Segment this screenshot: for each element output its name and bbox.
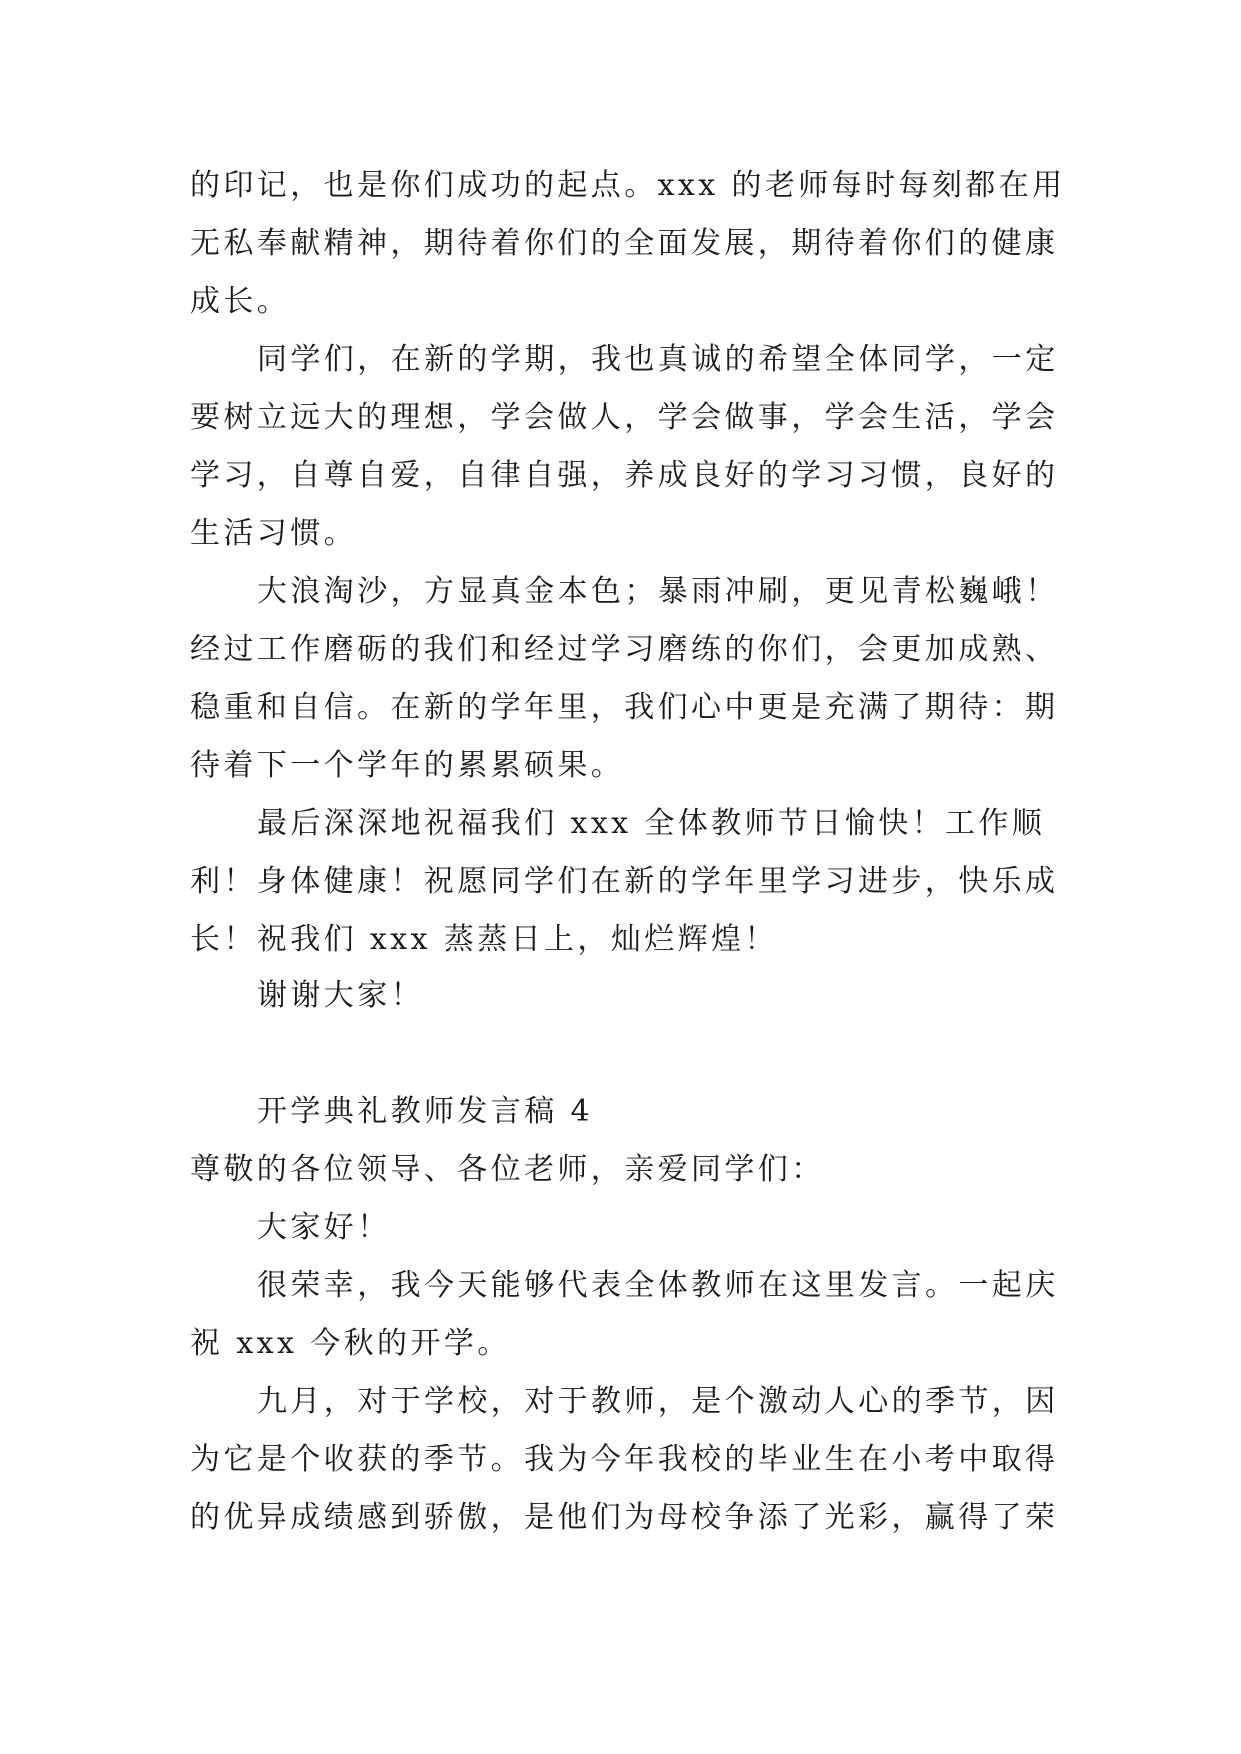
paragraph-start-line: 最后深深地祝福我们 xxx 全体教师节日愉快！工作顺	[257, 806, 1046, 841]
text-line: 无私奉献精神，期待着你们的全面发展，期待着你们的健康	[190, 226, 1059, 261]
paragraph-start-line: 很荣幸，我今天能够代表全体教师在这里发言。一起庆	[257, 1268, 1059, 1303]
paragraph-start-line: 大浪淘沙，方显真金本色；暴雨冲刷，更见青松巍峨！	[257, 574, 1059, 609]
text-line: 要树立远大的理想，学会做人，学会做事，学会生活，学会	[190, 400, 1059, 435]
text-line: 待着下一个学年的累累硕果。	[190, 748, 625, 783]
text-line: 长！祝我们 xxx 蒸蒸日上，灿烂辉煌！	[190, 922, 778, 957]
greeting-line: 大家好！	[257, 1210, 391, 1245]
section-title: 开学典礼教师发言稿 4	[257, 1094, 594, 1129]
salutation-line: 尊敬的各位领导、各位老师，亲爱同学们：	[190, 1152, 825, 1187]
text-line: 稳重和自信。在新的学年里，我们心中更是充满了期待：期	[190, 690, 1059, 725]
text-line: 祝 xxx 今秋的开学。	[190, 1326, 511, 1361]
closing-line: 谢谢大家！	[257, 978, 424, 1013]
text-line: 经过工作磨砺的我们和经过学习磨练的你们，会更加成熟、	[190, 632, 1059, 667]
text-line: 为它是个收获的季节。我为今年我校的毕业生在小考中取得	[190, 1442, 1059, 1477]
paragraph-start-line: 九月，对于学校，对于教师，是个激动人心的季节，因	[257, 1384, 1059, 1419]
text-line: 的优异成绩感到骄傲，是他们为母校争添了光彩，赢得了荣	[190, 1500, 1059, 1535]
text-line: 成长。	[190, 284, 291, 319]
text-line: 的印记，也是你们成功的起点。xxx 的老师每时每刻都在用	[190, 168, 1066, 203]
text-line: 利！身体健康！祝愿同学们在新的学年里学习进步，快乐成	[190, 864, 1059, 899]
paragraph-start-line: 同学们，在新的学期，我也真诚的希望全体同学，一定	[257, 342, 1059, 377]
text-line: 生活习惯。	[190, 516, 357, 551]
text-line: 学习，自尊自爱，自律自强，养成良好的学习习惯，良好的	[190, 458, 1059, 493]
